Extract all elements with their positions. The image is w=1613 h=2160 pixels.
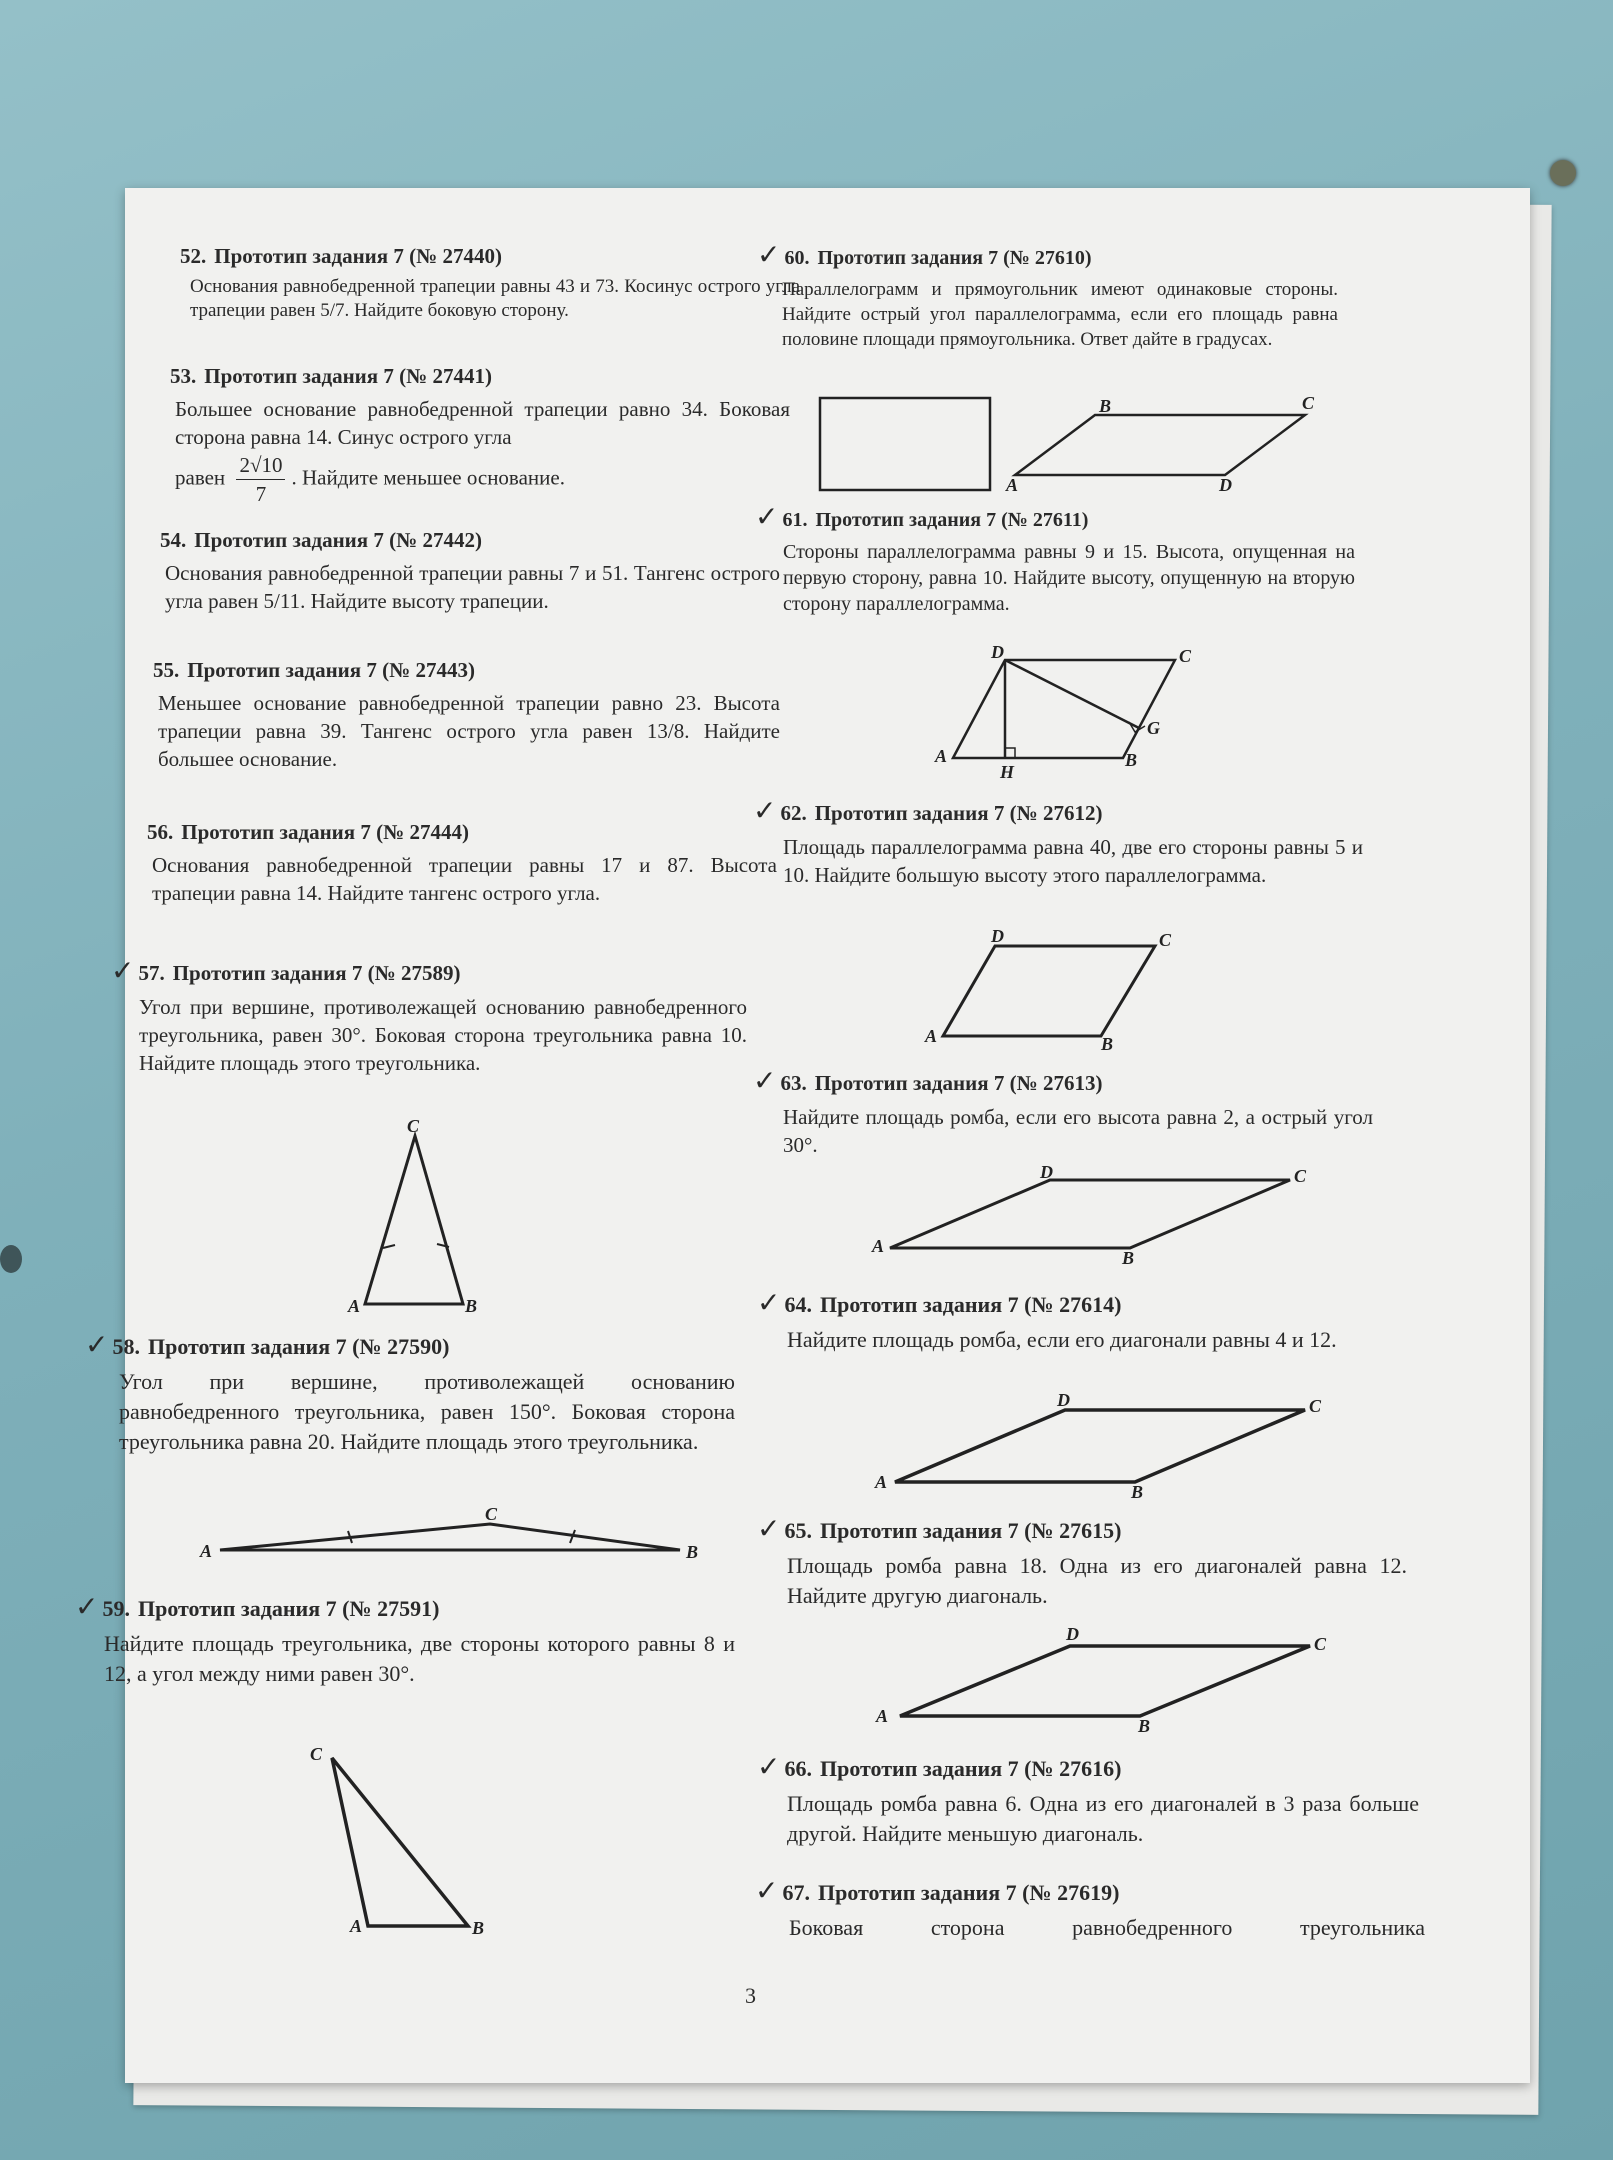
table-screw — [1550, 160, 1576, 186]
task-text: Найдите площадь ромба, если его диагонали равны 4 и 12. — [787, 1327, 1337, 1352]
task-title: 55. Прототип задания 7 (№ 27443) — [153, 658, 475, 682]
task-54 — [160, 528, 780, 615]
vertex-label-b: B — [1131, 1482, 1144, 1502]
figure-62 — [915, 928, 1185, 1053]
check-icon: ✓ — [755, 500, 779, 533]
parallelogram-shape — [953, 660, 1175, 758]
rectangle-shape — [820, 398, 990, 490]
task-title: ✓ 60. Прототип задания 7 (№ 27610) — [757, 238, 1092, 271]
vertex-label-b: B — [472, 1918, 485, 1938]
table-hole — [0, 1245, 22, 1273]
text-before: Большее основание равнобедренной трапеции равно 34. Боковая сторона равна 14. Синус острого угла — [175, 397, 790, 449]
vertex-label-c: C — [1302, 393, 1315, 413]
rhombus-shape — [890, 1180, 1290, 1248]
check-icon: ✓ — [75, 1590, 99, 1623]
check-icon: ✓ — [111, 954, 135, 987]
vertex-label-d: D — [1040, 1162, 1053, 1182]
vertex-label-c: C — [1294, 1166, 1307, 1186]
task-text: Угол при вершине, противолежащей основанию равнобедренного треугольника, равен 150°. Боковая сторона треугольника равна 20. Найдите площадь этого треугольника. — [119, 1369, 735, 1454]
task-61 — [755, 500, 1475, 617]
figure-61 — [935, 642, 1195, 783]
vertex-label-b: B — [1099, 396, 1112, 416]
task-title: ✓ 64. Прототип задания 7 (№ 27614) — [757, 1286, 1122, 1319]
text-after: . Найдите меньшее основание. — [291, 465, 565, 490]
task-65 — [757, 1512, 1477, 1611]
vertex-label-a: A — [935, 746, 948, 766]
vertex-label-a: A — [925, 1026, 938, 1046]
vertex-label-c: C — [1314, 1634, 1327, 1654]
vertex-label-b: B — [465, 1296, 478, 1316]
figure-63 — [860, 1162, 1440, 1268]
vertex-label-c: C — [1309, 1396, 1322, 1416]
task-title: ✓ 62. Прототип задания 7 (№ 27612) — [753, 794, 1103, 827]
figure-triangle-57 — [345, 1118, 525, 1318]
figure-64 — [865, 1390, 1445, 1502]
vertex-label-a: A — [875, 1472, 888, 1492]
task-title: ✓ 59. Прототип задания 7 (№ 27591) — [75, 1590, 440, 1623]
parallelogram-shape — [943, 946, 1155, 1036]
task-67 — [755, 1874, 1495, 1943]
task-title: ✓ 63. Прототип задания 7 (№ 27613) — [753, 1064, 1103, 1097]
task-62 — [753, 794, 1473, 889]
triangle-shape — [220, 1524, 680, 1550]
vertex-label-c: C — [1159, 930, 1172, 950]
task-title: ✓ 61. Прототип задания 7 (№ 27611) — [755, 500, 1089, 533]
task-text: Найдите площадь треугольника, две стороны которого равны 8 и 12, а угол между ними равен 30°. — [104, 1631, 735, 1686]
vertex-label-c: C — [310, 1744, 323, 1764]
task-52 — [180, 244, 800, 323]
vertex-label-b: B — [1125, 750, 1138, 770]
task-title: 52. Прототип задания 7 (№ 27440) — [180, 244, 502, 268]
point-label-g: G — [1147, 718, 1160, 738]
check-icon: ✓ — [757, 1750, 781, 1783]
task-title: 53. Прототип задания 7 (№ 27441) — [170, 364, 492, 388]
task-title: ✓ 67. Прототип задания 7 (№ 27619) — [755, 1874, 1120, 1907]
task-text: Основания равнобедренной трапеции равны 43 и 73. Косинус острого угла трапеции равен 5/7. Найдите боковую сторону. — [190, 276, 800, 321]
worksheet-page — [75, 188, 1530, 2083]
text-equal: равен — [175, 465, 226, 490]
vertex-label-b: B — [1138, 1716, 1151, 1736]
task-57 — [111, 954, 771, 1077]
check-icon: ✓ — [753, 1064, 777, 1097]
triangle-shape — [365, 1136, 463, 1304]
task-text: Параллелограмм и прямоугольник имеют одинаковые стороны. Найдите острый угол параллелограмма, если его площадь равна половине площади прямоугольника. Ответ дайте в градусах. — [782, 279, 1338, 350]
figure-60 — [815, 393, 1465, 493]
task-text: Найдите площадь ромба, если его высота равна 2, а острый угол 30°. — [783, 1105, 1373, 1157]
check-icon: ✓ — [85, 1328, 109, 1361]
tick-mark — [383, 1245, 395, 1248]
rhombus-shape — [900, 1646, 1310, 1716]
check-icon: ✓ — [757, 1512, 781, 1545]
task-text: Меньшее основание равнобедренной трапеции равно 23. Высота трапеции равна 39. Тангенс острого угла равен 13/8. Найдите большее основание. — [158, 691, 780, 771]
task-63 — [753, 1064, 1473, 1159]
check-icon: ✓ — [753, 794, 777, 827]
vertex-label-d: D — [991, 926, 1004, 946]
check-icon: ✓ — [757, 1286, 781, 1319]
vertex-label-d: D — [991, 642, 1004, 662]
page-number: 3 — [745, 1983, 756, 2008]
vertex-label-a: A — [872, 1236, 885, 1256]
parallelogram-shape — [1015, 415, 1305, 475]
vertex-label-d: D — [1219, 475, 1232, 495]
vertex-label-a: A — [348, 1296, 361, 1316]
vertex-label-a: A — [200, 1541, 213, 1561]
vertex-label-c: C — [1179, 646, 1192, 666]
task-text: Площадь ромба равна 18. Одна из его диагоналей равна 12. Найдите другую диагональ. — [787, 1553, 1407, 1608]
vertex-label-b: B — [1122, 1248, 1135, 1268]
vertex-label-a: A — [1006, 475, 1019, 495]
task-60 — [757, 238, 1477, 352]
vertex-label-b: B — [686, 1542, 699, 1562]
rhombus-shape — [895, 1410, 1305, 1482]
task-64 — [757, 1286, 1477, 1355]
vertex-label-a: A — [350, 1916, 363, 1936]
vertex-label-d: D — [1066, 1624, 1079, 1644]
task-title: ✓ 66. Прототип задания 7 (№ 27616) — [757, 1750, 1122, 1783]
vertex-label-c: C — [407, 1116, 420, 1136]
right-angle-mark — [1005, 748, 1015, 758]
figure-triangle-58 — [190, 1504, 730, 1568]
figure-65 — [870, 1624, 1450, 1736]
point-label-h: H — [1000, 762, 1015, 782]
task-66 — [757, 1750, 1477, 1849]
vertex-label-a: A — [876, 1706, 889, 1726]
check-icon: ✓ — [755, 1874, 779, 1907]
task-text: Угол при вершине, противолежащей основанию равнобедренного треугольника, равен 30°. Боковая сторона треугольника равна 10. Найдите площадь этого треугольника. — [139, 995, 747, 1075]
task-53 — [170, 364, 790, 508]
task-55 — [153, 658, 780, 773]
task-title: ✓ 57. Прототип задания 7 (№ 27589) — [111, 954, 461, 987]
task-59 — [75, 1590, 775, 1689]
task-text: Площадь параллелограмма равна 40, две его стороны равны 5 и 10. Найдите большую высоту этого параллелограмма. — [783, 835, 1363, 887]
fraction: $\frac{2√10}{7}$ — [236, 451, 285, 508]
triangle-shape — [332, 1758, 468, 1926]
task-text: Основания равнобедренной трапеции равны 7 и 51. Тангенс острого угла равен 5/11. Найдите высоту трапеции. — [165, 561, 780, 613]
vertex-label-c: C — [485, 1504, 498, 1524]
check-icon: ✓ — [757, 238, 781, 271]
task-56 — [147, 820, 777, 907]
task-text — [175, 395, 790, 508]
figure-triangle-59 — [300, 1738, 500, 1938]
height-dg — [1005, 660, 1139, 728]
vertex-label-b: B — [1101, 1034, 1114, 1054]
task-title: ✓ 58. Прототип задания 7 (№ 27590) — [85, 1328, 450, 1361]
task-title: 54. Прототип задания 7 (№ 27442) — [160, 528, 482, 552]
task-text: Основания равнобедренной трапеции равны 17 и 87. Высота трапеции равна 14. Найдите тангенс острого угла. — [152, 853, 777, 905]
task-text: Боковая сторона равнобедренного треугольника — [789, 1915, 1425, 1940]
task-58 — [85, 1328, 775, 1457]
task-text: Стороны параллелограмма равны 9 и 15. Высота, опущенная на первую сторону, равна 10. Найдите высоту, опущенную на вторую сторону параллелограмма. — [783, 541, 1355, 615]
vertex-label-d: D — [1057, 1390, 1070, 1410]
task-text: Площадь ромба равна 6. Одна из его диагоналей в 3 раза больше другой. Найдите меньшую диагональ. — [787, 1791, 1419, 1846]
task-title: ✓ 65. Прототип задания 7 (№ 27615) — [757, 1512, 1122, 1545]
task-title: 56. Прототип задания 7 (№ 27444) — [147, 820, 469, 844]
